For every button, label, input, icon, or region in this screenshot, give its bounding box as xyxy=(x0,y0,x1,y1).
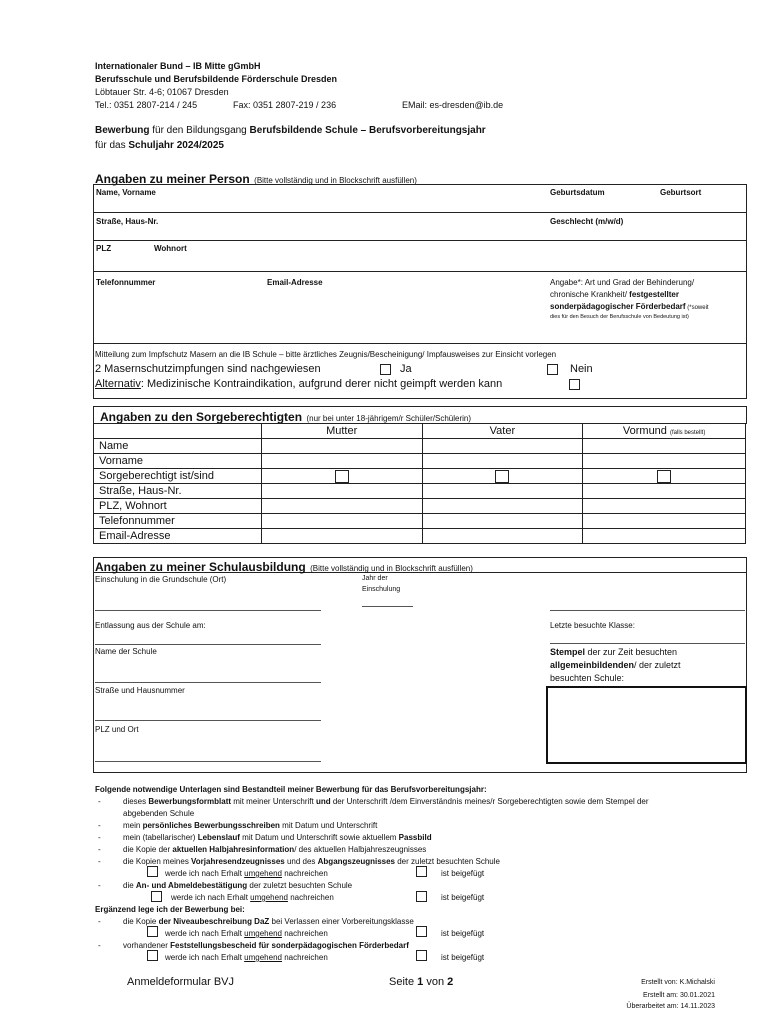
guardians-table xyxy=(93,423,746,544)
special-needs-later-label xyxy=(165,953,328,962)
mother-phone-cell[interactable] xyxy=(261,514,422,529)
schooling-hint: (Bitte vollständig und in Blockschrift ausfüllen) xyxy=(310,564,473,573)
person-row-line xyxy=(93,212,746,213)
measles-yes-checkbox[interactable] xyxy=(380,364,391,375)
created-date: Erstellt am: 30.01.2021 xyxy=(643,992,715,999)
guardians-left-border xyxy=(93,406,94,424)
father-phone-cell[interactable] xyxy=(422,514,583,529)
mother-custody-cell xyxy=(261,469,422,484)
disability-2b: festgestellter xyxy=(629,290,679,299)
disability-3b: (*soweit xyxy=(685,305,709,311)
father-custody-checkbox[interactable] xyxy=(495,470,509,483)
school-name-label: Name der Schule xyxy=(95,647,157,656)
person-left-border xyxy=(93,184,94,398)
text: mein xyxy=(123,821,143,830)
row-label: Email-Adresse xyxy=(94,529,262,544)
guardians-header-row xyxy=(94,424,746,439)
text: aktuellen Halbjahresinformation xyxy=(172,845,295,854)
mother-plz-cell[interactable] xyxy=(261,499,422,514)
bullet: - xyxy=(98,845,101,854)
doc-item-half-year xyxy=(123,845,426,854)
text: mit meiner Unterschrift xyxy=(231,797,316,806)
enrollment-label: Einschulung in die Grundschule (Ort) xyxy=(95,575,227,584)
schooling-bottom-border xyxy=(93,772,747,773)
doc-item-registration xyxy=(123,881,352,890)
extra-field[interactable] xyxy=(550,610,745,611)
row-label: Telefonnummer xyxy=(94,514,262,529)
stamp-2a: allgemeinbildenden xyxy=(550,660,635,670)
name-label: Name, Vorname xyxy=(96,188,156,197)
text: und des xyxy=(284,857,318,866)
father-custody-cell xyxy=(422,469,583,484)
table-row xyxy=(94,529,746,544)
bullet: - xyxy=(98,857,101,866)
daz-attached-label: ist beigefügt xyxy=(441,929,485,938)
schooling-left-border xyxy=(93,557,94,772)
guardian-phone-cell[interactable] xyxy=(583,514,746,529)
special-needs-attached-checkbox[interactable] xyxy=(416,950,427,961)
last-class-field[interactable] xyxy=(550,643,745,644)
school-year-line xyxy=(95,140,224,151)
father-firstname-cell[interactable] xyxy=(422,454,583,469)
person-hint: (Bitte vollständig und in Blockschrift ausfüllen) xyxy=(254,176,417,185)
city-label: Wohnort xyxy=(154,244,187,253)
school-stamp-box xyxy=(546,686,747,764)
stamp-1b: der zur Zeit besuchten xyxy=(585,647,678,657)
text: umgehend xyxy=(244,869,282,878)
text: An- und Abmeldebestätigung xyxy=(135,881,248,890)
registration-attached-checkbox[interactable] xyxy=(416,891,427,902)
text: Abgangszeugnisses xyxy=(317,857,395,866)
text: 1 xyxy=(417,976,424,988)
text: mit Datum und Unterschrift xyxy=(279,821,378,830)
text: der zuletzt besuchten Schule xyxy=(247,881,353,890)
stamp-1a: Stempel xyxy=(550,647,586,657)
bullet: - xyxy=(98,917,101,926)
discharge-date-field[interactable] xyxy=(95,644,321,645)
special-needs-later-checkbox[interactable] xyxy=(147,950,158,961)
bullet: - xyxy=(98,797,101,806)
created-by: Erstellt von: K.Michalski xyxy=(641,979,715,986)
registration-later-label xyxy=(171,893,334,902)
school-name: Berufsschule und Berufsbildende Förderschule Dresden xyxy=(95,74,338,84)
street-label: Straße, Haus-Nr. xyxy=(96,217,159,226)
text: die Kopie der xyxy=(123,845,173,854)
person-row-line xyxy=(93,343,746,344)
father-street-cell[interactable] xyxy=(422,484,583,499)
discharge-label: Entlassung aus der Schule am: xyxy=(95,621,206,630)
last-class-label: Letzte besuchte Klasse: xyxy=(550,621,635,630)
row-label: PLZ, Wohnort xyxy=(94,499,262,514)
measles-note: Mitteilung zum Impfschutz Masern an die IB Schule – bitte ärztliches Zeugnis/Bescheinigung/ Impfausweises zur Einsicht vorlegen xyxy=(95,350,557,359)
bullet: - xyxy=(98,833,101,842)
text: werde ich nach Erhalt xyxy=(165,869,245,878)
measles-no-label: Nein xyxy=(570,363,593,375)
school-name-field[interactable] xyxy=(95,682,321,683)
school-plz-label: PLZ und Ort xyxy=(95,725,139,734)
row-label: Name xyxy=(94,439,262,454)
form-name: Anmeldeformular BVJ xyxy=(127,976,234,988)
measles-no-checkbox[interactable] xyxy=(547,364,558,375)
text: der Unterschrift /dem Einverständnis meines/r Sorgeberechtigten sowie dem Stempel der xyxy=(330,797,649,806)
table-row xyxy=(94,514,746,529)
mother-custody-checkbox[interactable] xyxy=(335,470,349,483)
text: umgehend xyxy=(244,929,282,938)
col-guardian-hint: (falls bestellt) xyxy=(669,430,706,436)
guardian-plz-cell[interactable] xyxy=(583,499,746,514)
text: / des aktuellen Halbjahreszeugnisses xyxy=(294,845,427,854)
school-plz-field[interactable] xyxy=(95,761,321,762)
text: die Kopien meines xyxy=(123,857,192,866)
email: EMail: es-dresden@ib.de xyxy=(402,100,504,110)
stamp-line-2 xyxy=(550,660,681,670)
guardians-title: Angaben zu den Sorgeberechtigten xyxy=(100,410,303,424)
daz-attached-checkbox[interactable] xyxy=(416,926,427,937)
disability-line-4: dies für den Besuch der Berufsschule von Bedeutung ist) xyxy=(550,314,689,320)
guardian-email-cell[interactable] xyxy=(583,529,746,544)
bullet: - xyxy=(98,941,101,950)
school-street-field[interactable] xyxy=(95,720,321,721)
application-mid: für den Bildungsgang xyxy=(149,125,250,136)
documents-intro: Folgende notwendige Unterlagen sind Bestandteil meiner Bewerbung für das Berufsvorbereitungsjahr: xyxy=(95,785,487,794)
disability-3a: sonderpädagogischer Förderbedarf xyxy=(550,302,686,311)
guardians-hint: (nur bei unter 18-jährigem/r Schüler/Schülerin) xyxy=(306,414,472,423)
text: werde ich nach Erhalt xyxy=(165,953,245,962)
mother-name-cell[interactable] xyxy=(261,439,422,454)
bullet: - xyxy=(98,881,101,890)
phone: Tel.: 0351 2807-214 / 245 xyxy=(95,100,198,110)
table-row xyxy=(94,469,746,484)
stamp-2b: / der zuletzt xyxy=(634,660,681,670)
alternative-text: : Medizinische Kontraindikation, aufgrund derer nicht geimpft werden kann xyxy=(140,378,503,390)
revised-date: Überarbeitet am: 14.11.2023 xyxy=(626,1003,715,1010)
guardians-top-border xyxy=(93,406,746,407)
person-top-border xyxy=(93,184,746,185)
stamp-line-3: besuchten Schule: xyxy=(550,673,625,683)
certificates-attached-checkbox[interactable] xyxy=(416,866,427,877)
registration-attached-label: ist beigefügt xyxy=(441,893,485,902)
text: nachreichen xyxy=(281,869,328,878)
measles-yes-label: Ja xyxy=(400,363,412,375)
page-number xyxy=(389,976,453,988)
text: umgehend xyxy=(244,953,282,962)
col-guardian xyxy=(583,424,746,439)
contraindication-checkbox[interactable] xyxy=(569,379,580,390)
registration-later-checkbox[interactable] xyxy=(151,891,162,902)
col-guardian-label: Vormund xyxy=(622,425,667,437)
disability-line-1: Angabe*: Art und Grad der Behinderung/ xyxy=(550,278,695,287)
enrollment-year-label-1: Jahr der xyxy=(362,575,388,582)
mother-street-cell[interactable] xyxy=(261,484,422,499)
email-label: Email-Adresse xyxy=(267,278,323,287)
birthdate-label: Geburtsdatum xyxy=(550,188,605,197)
col-father: Vater xyxy=(422,424,583,439)
guardian-street-cell[interactable] xyxy=(583,484,746,499)
person-title: Angaben zu meiner Person xyxy=(95,172,250,186)
school-year: Schuljahr 2024/2025 xyxy=(128,140,224,151)
table-row xyxy=(94,439,746,454)
stamp-line-1 xyxy=(550,647,677,657)
text: nachreichen xyxy=(281,929,328,938)
table-row xyxy=(94,499,746,514)
person-row-line xyxy=(93,240,746,241)
disability-line-2 xyxy=(550,290,679,299)
person-bottom-border xyxy=(93,398,747,399)
text: vorhandener xyxy=(123,941,171,950)
text: Feststellungsbescheid für sonderpädagogischen Förderbedarf xyxy=(170,941,409,950)
row-label: Straße, Haus-Nr. xyxy=(94,484,262,499)
text: Lebenslauf xyxy=(197,833,240,842)
mother-email-cell[interactable] xyxy=(261,529,422,544)
doc-item-certificates xyxy=(123,857,500,866)
guardian-custody-checkbox[interactable] xyxy=(657,470,671,483)
alternative-line xyxy=(95,378,502,390)
text: die Kopie xyxy=(123,917,159,926)
special-needs-attached-label: ist beigefügt xyxy=(441,953,485,962)
doc-item-daz xyxy=(123,917,414,926)
text: mit Datum und Unterschrift sowie aktuellem xyxy=(239,833,399,842)
text: werde ich nach Erhalt xyxy=(165,929,245,938)
enrollment-place-field[interactable] xyxy=(95,610,321,611)
text: bei Verlassen einer Vorbereitungsklasse xyxy=(269,917,414,926)
table-row xyxy=(94,484,746,499)
application-program: Berufsbildende Schule – Berufsvorbereitungsjahr xyxy=(249,125,486,136)
enrollment-year-label-2: Einschulung xyxy=(362,586,401,593)
doc-item-special-needs xyxy=(123,941,409,950)
school-year-prefix: für das xyxy=(95,140,129,151)
text: und xyxy=(315,797,331,806)
doc-item-application-form xyxy=(123,797,649,806)
person-right-border xyxy=(746,184,747,398)
guardian-name-cell[interactable] xyxy=(583,439,746,454)
text: der Niveaubeschreibung DaZ xyxy=(158,917,270,926)
alternative-label: Alternativ xyxy=(95,378,141,390)
measles-question: 2 Masernschutzimpfungen sind nachgewiesen xyxy=(95,363,321,375)
org-name: Internationaler Bund – IB Mitte gGmbH xyxy=(95,61,261,71)
person-row-line xyxy=(93,271,746,272)
bullet: - xyxy=(98,821,101,830)
text: mein (tabellarischer) xyxy=(123,833,198,842)
schooling-title: Angaben zu meiner Schulausbildung xyxy=(95,560,306,574)
address: Löbtauer Str. 4-6; 01067 Dresden xyxy=(95,87,229,97)
text: 2 xyxy=(447,976,454,988)
birthplace-label: Geburtsort xyxy=(660,188,702,197)
enrollment-year-field[interactable] xyxy=(362,606,413,607)
text: die xyxy=(123,881,136,890)
daz-later-label xyxy=(165,929,328,938)
text: Seite xyxy=(389,976,418,988)
application-line xyxy=(95,125,486,136)
row-label: Vorname xyxy=(94,454,262,469)
table-row xyxy=(94,454,746,469)
application-prefix: Bewerbung xyxy=(95,125,150,136)
documents-extra-heading: Ergänzend lege ich der Bewerbung bei: xyxy=(95,905,245,914)
text: Vorjahresendzeugnisses xyxy=(191,857,285,866)
doc-item-application-form-cont: abgebenden Schule xyxy=(123,809,195,818)
text: umgehend xyxy=(250,893,288,902)
daz-later-checkbox[interactable] xyxy=(147,926,158,937)
fax: Fax: 0351 2807-219 / 236 xyxy=(233,100,337,110)
row-label: Sorgeberechtigt ist/sind xyxy=(94,469,262,484)
text: von xyxy=(423,976,448,988)
text: persönliches Bewerbungsschreiben xyxy=(142,821,280,830)
text: nachreichen xyxy=(281,953,328,962)
col-mother: Mutter xyxy=(261,424,422,439)
text: der zuletzt besuchten Schule xyxy=(395,857,500,866)
text: nachreichen xyxy=(287,893,334,902)
certificates-attached-label: ist beigefügt xyxy=(441,869,485,878)
guardians-corner-cell xyxy=(94,424,262,439)
mother-firstname-cell[interactable] xyxy=(261,454,422,469)
father-email-cell[interactable] xyxy=(422,529,583,544)
doc-item-cover-letter xyxy=(123,821,377,830)
schooling-heading xyxy=(95,558,473,576)
guardians-right-border xyxy=(746,406,747,424)
text: Bewerbungsformblatt xyxy=(148,797,232,806)
disability-line-3 xyxy=(550,302,709,311)
certificates-later-label xyxy=(165,869,328,878)
certificates-later-checkbox[interactable] xyxy=(147,866,158,877)
text: werde ich nach Erhalt xyxy=(171,893,251,902)
gender-label: Geschlecht (m/w/d) xyxy=(550,217,624,226)
doc-item-cv xyxy=(123,833,432,842)
plz-label: PLZ xyxy=(96,244,112,253)
father-name-cell[interactable] xyxy=(422,439,583,454)
text: Passbild xyxy=(398,833,432,842)
guardian-firstname-cell[interactable] xyxy=(583,454,746,469)
phone-label: Telefonnummer xyxy=(96,278,156,287)
guardian-custody-cell xyxy=(583,469,746,484)
text: dieses xyxy=(123,797,149,806)
school-street-label: Straße und Hausnummer xyxy=(95,686,185,695)
person-heading xyxy=(95,170,417,188)
disability-2a: chronische Krankheit/ xyxy=(550,290,630,299)
father-plz-cell[interactable] xyxy=(422,499,583,514)
